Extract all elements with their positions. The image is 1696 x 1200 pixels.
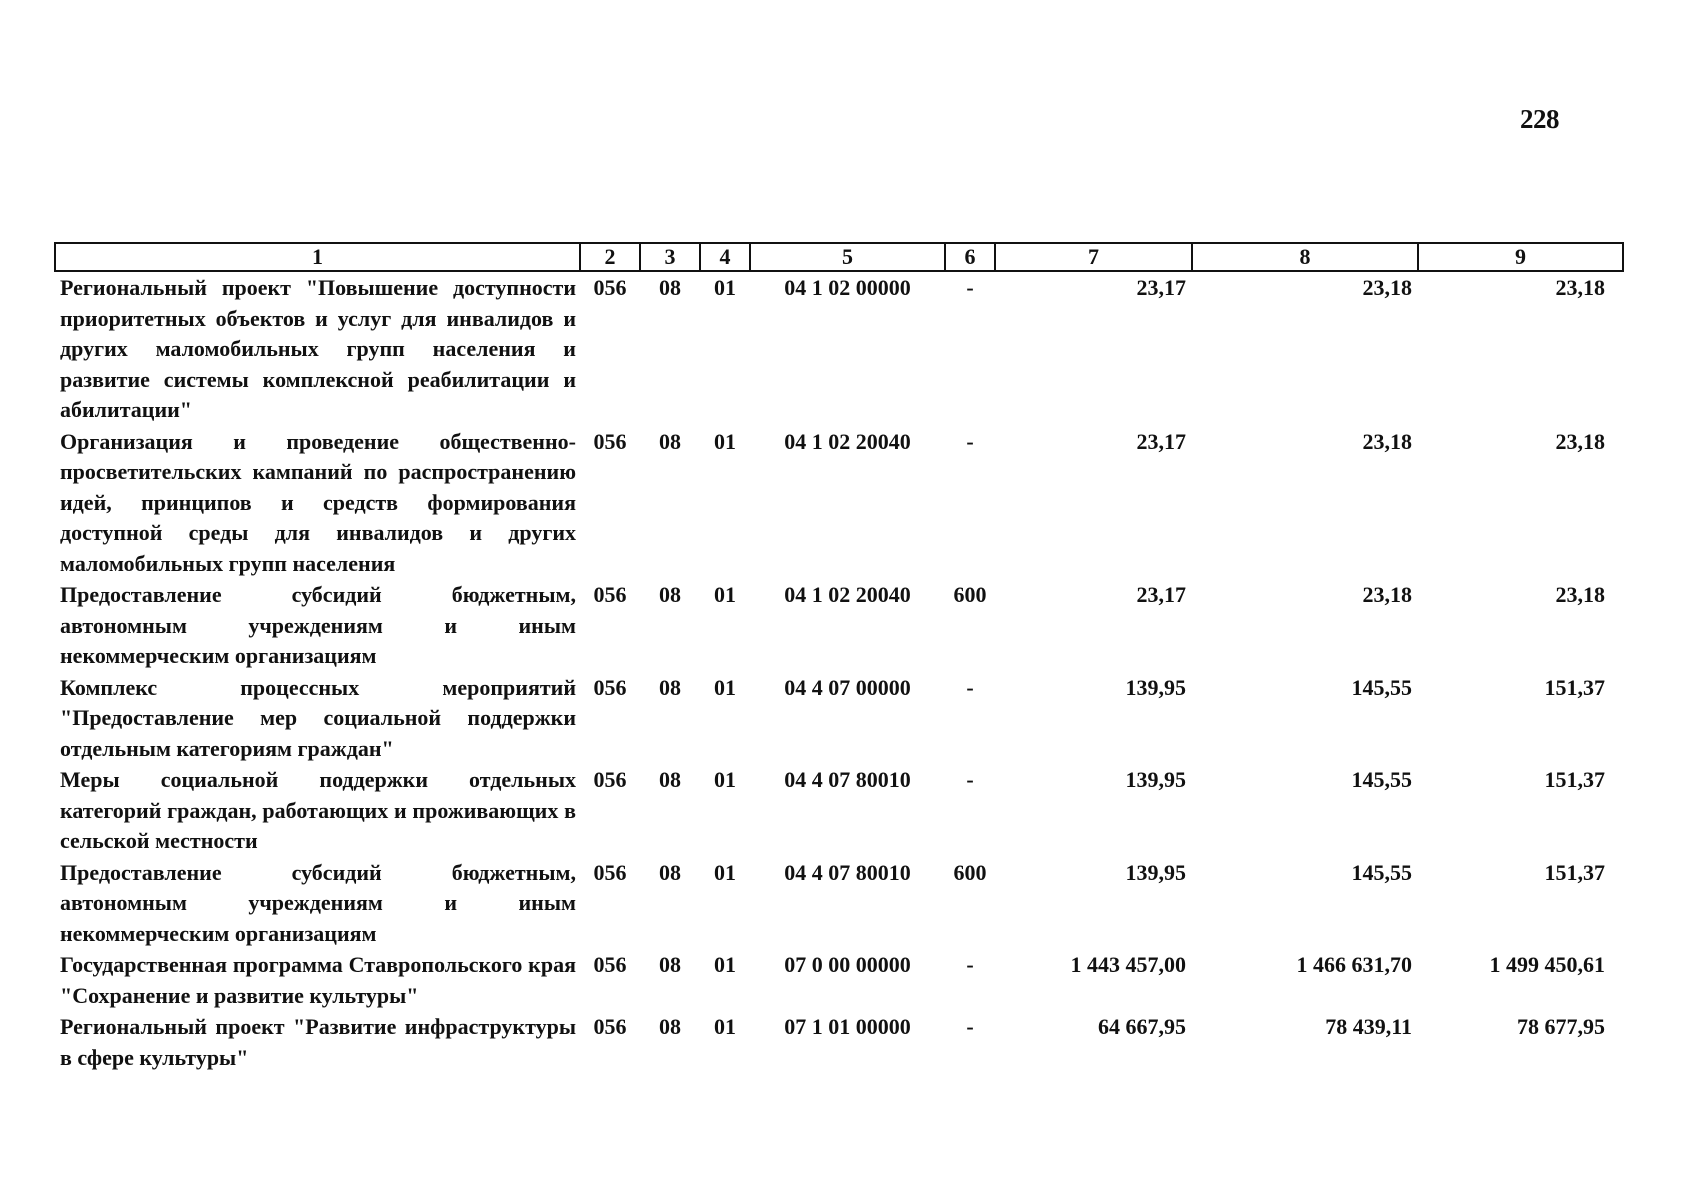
row-ministry-code: 056 — [593, 859, 627, 885]
row-amount-col8: 23,18 — [1362, 428, 1412, 454]
row-name: Региональный проект "Повышение доступности приоритетных объектов и услуг для инвалидов и других маломобильных групп населения и развитие системы комплексной реабилитации и абилитации" — [60, 275, 576, 422]
row-ministry-code: 056 — [593, 275, 627, 300]
row-name: Меры социальной поддержки отдельных категорий граждан, работающих и проживающих в сельской местности — [60, 767, 576, 853]
row-target-code: 04 1 02 20040 — [784, 582, 911, 607]
table-row — [55, 271, 1623, 426]
row-amount-col9: 78 677,95 — [1517, 1014, 1605, 1039]
row-expense-type: - — [966, 767, 974, 792]
table-row — [55, 949, 1623, 1011]
row-name: Предоставление субсидий бюджетным, автономным учреждениям и иным некоммерческим организациям — [60, 582, 576, 668]
row-target-code: 07 1 01 00000 — [784, 1014, 911, 1039]
row-section: 08 — [659, 428, 681, 454]
row-amount-col8: 78 439,11 — [1325, 1014, 1412, 1039]
row-section: 08 — [659, 952, 681, 977]
table-row — [55, 672, 1623, 765]
row-expense-type: - — [966, 1014, 974, 1039]
row-amount-col7: 23,17 — [1136, 582, 1186, 607]
row-target-code: 04 4 07 80010 — [784, 859, 911, 885]
row-amount-col8: 23,18 — [1362, 582, 1412, 607]
row-amount-col9: 1 499 450,61 — [1489, 952, 1605, 977]
row-amount-col7: 23,17 — [1136, 275, 1186, 300]
row-amount-col8: 23,18 — [1362, 275, 1412, 300]
row-target-code: 07 0 00 00000 — [784, 952, 911, 977]
table-row — [55, 579, 1623, 672]
header-col-4: 4 — [700, 243, 750, 271]
page-number: 228 — [1520, 104, 1559, 134]
row-section: 08 — [659, 275, 681, 300]
row-ministry-code: 056 — [593, 428, 627, 454]
row-subsection: 01 — [714, 275, 736, 300]
row-subsection: 01 — [714, 428, 736, 454]
row-name: Предоставление субсидий бюджетным, автономным учреждениям и иным некоммерческим организациям — [60, 859, 576, 946]
row-amount-col7: 139,95 — [1125, 674, 1186, 700]
row-ministry-code: 056 — [593, 674, 627, 700]
row-amount-col8: 145,55 — [1351, 767, 1412, 792]
row-ministry-code: 056 — [593, 767, 627, 792]
row-amount-col9: 151,37 — [1544, 859, 1605, 885]
table-row — [55, 426, 1623, 580]
row-section: 08 — [659, 674, 681, 700]
row-amount-col7: 139,95 — [1125, 859, 1186, 885]
row-target-code: 04 1 02 00000 — [784, 275, 911, 300]
table-header — [55, 243, 1623, 271]
row-expense-type: - — [966, 428, 974, 454]
row-amount-col8: 1 466 631,70 — [1296, 952, 1412, 977]
row-section: 08 — [659, 859, 681, 885]
table-row — [55, 1011, 1623, 1073]
row-section: 08 — [659, 767, 681, 792]
row-subsection: 01 — [714, 674, 736, 700]
header-col-8: 8 — [1192, 243, 1418, 271]
row-amount-col9: 151,37 — [1544, 674, 1605, 700]
header-col-2: 2 — [580, 243, 640, 271]
row-amount-col8: 145,55 — [1351, 859, 1412, 885]
row-section: 08 — [659, 1014, 681, 1039]
budget-table — [54, 242, 1624, 1073]
row-amount-col7: 139,95 — [1125, 767, 1186, 792]
row-name: Организация и проведение общественно-просветительских кампаний по распространению идей, принципов и средств формирования доступной среды для инвалидов и других маломобильных групп населения — [60, 428, 576, 576]
row-amount-col7: 1 443 457,00 — [1070, 952, 1186, 977]
row-expense-type: - — [966, 674, 974, 700]
table-row — [55, 857, 1623, 950]
row-name: Комплекс процессных мероприятий "Предоставление мер социальной поддержки отдельным категориям граждан" — [60, 674, 576, 761]
table-row — [55, 764, 1623, 857]
row-amount-col7: 23,17 — [1136, 428, 1186, 454]
row-target-code: 04 4 07 80010 — [784, 767, 911, 792]
row-ministry-code: 056 — [593, 582, 627, 607]
row-expense-type: 600 — [953, 582, 987, 607]
row-expense-type: - — [966, 952, 974, 977]
header-col-9: 9 — [1418, 243, 1623, 271]
row-target-code: 04 1 02 20040 — [784, 428, 911, 454]
header-col-6: 6 — [945, 243, 995, 271]
row-amount-col8: 145,55 — [1351, 674, 1412, 700]
row-subsection: 01 — [714, 582, 736, 607]
row-amount-col9: 23,18 — [1555, 582, 1605, 607]
row-name: Государственная программа Ставропольского края "Сохранение и развитие культуры" — [60, 952, 576, 1008]
row-subsection: 01 — [714, 952, 736, 977]
header-row — [55, 243, 1623, 271]
row-subsection: 01 — [714, 859, 736, 885]
row-ministry-code: 056 — [593, 1014, 627, 1039]
row-name: Региональный проект "Развитие инфраструктуры в сфере культуры" — [60, 1014, 576, 1070]
row-amount-col9: 23,18 — [1555, 428, 1605, 454]
row-expense-type: - — [966, 275, 974, 300]
header-col-1: 1 — [55, 243, 580, 271]
row-amount-col7: 64 667,95 — [1098, 1014, 1186, 1039]
header-col-7: 7 — [995, 243, 1192, 271]
row-subsection: 01 — [714, 767, 736, 792]
row-expense-type: 600 — [953, 859, 987, 885]
row-amount-col9: 23,18 — [1555, 275, 1605, 300]
header-col-5: 5 — [750, 243, 945, 271]
row-target-code: 04 4 07 00000 — [784, 674, 911, 700]
row-ministry-code: 056 — [593, 952, 627, 977]
row-amount-col9: 151,37 — [1544, 767, 1605, 792]
row-subsection: 01 — [714, 1014, 736, 1039]
row-section: 08 — [659, 582, 681, 607]
table-body — [55, 271, 1623, 1073]
header-col-3: 3 — [640, 243, 700, 271]
